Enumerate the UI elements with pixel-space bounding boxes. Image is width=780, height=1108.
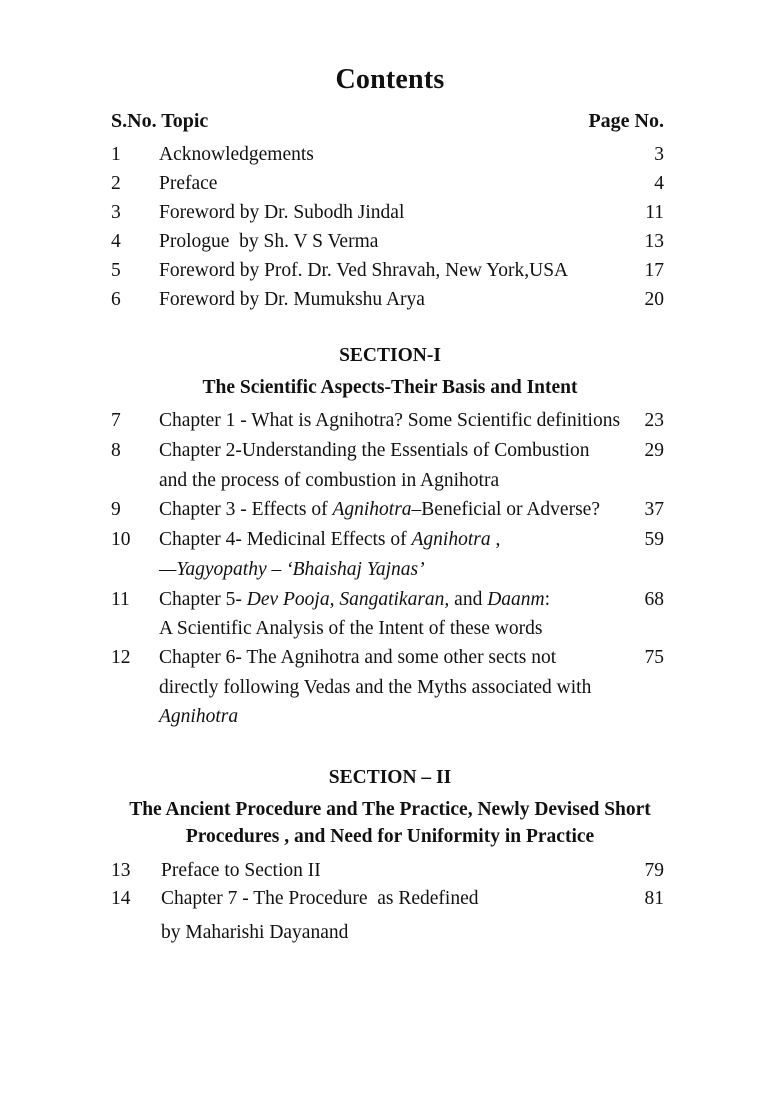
- section-subtitle: The Scientific Aspects-Their Basis and Intent: [202, 377, 578, 398]
- entry-page: 75: [644, 647, 664, 668]
- entry-page: 11: [645, 202, 664, 223]
- page-no-header: Page No.: [588, 110, 664, 132]
- entry-number: 14: [111, 888, 131, 909]
- entry-number: 6: [111, 289, 121, 310]
- entry-topic: Foreword by Dr. Mumukshu Arya: [159, 289, 425, 310]
- entry-page: 29: [644, 440, 664, 461]
- entry-page: 59: [644, 529, 664, 550]
- entry-topic: —Yagyopathy – ‘Bhaishaj Yajnas’: [159, 559, 425, 580]
- entry-topic: Preface: [159, 173, 218, 194]
- entry-number: 3: [111, 202, 121, 223]
- entry-page: 81: [644, 888, 664, 909]
- entry-number: 11: [111, 589, 130, 610]
- entry-topic: Chapter 7 - The Procedure as Redefined: [161, 888, 479, 909]
- entry-topic: Chapter 2-Understanding the Essentials of Combustion: [159, 440, 590, 461]
- entry-topic: Prologue by Sh. V S Verma: [159, 231, 379, 252]
- entry-number: 12: [111, 647, 131, 668]
- entry-topic: Chapter 6- The Agnihotra and some other sects not: [159, 647, 557, 668]
- entry-topic: A Scientific Analysis of the Intent of these words: [159, 618, 543, 639]
- entry-topic: Chapter 3 - Effects of Agnihotra–Beneficial or Adverse?: [159, 499, 600, 520]
- entry-page: 4: [654, 173, 664, 194]
- entry-page: 17: [644, 260, 664, 281]
- entry-topic: Preface to Section II: [161, 860, 321, 881]
- entry-page: 20: [644, 289, 664, 310]
- entry-topic: Chapter 5- Dev Pooja, Sangatikaran, and Daanm:: [159, 589, 551, 610]
- section-subtitle: Procedures , and Need for Uniformity in Practice: [185, 826, 595, 847]
- entry-page: 68: [644, 589, 664, 610]
- entry-topic: directly following Vedas and the Myths associated with: [159, 677, 592, 698]
- entry-number: 13: [111, 860, 131, 881]
- page-title: Contents: [335, 64, 445, 95]
- entry-number: 9: [111, 499, 121, 520]
- entry-topic: and the process of combustion in Agnihotra: [159, 470, 500, 491]
- entry-page: 23: [644, 410, 664, 431]
- entry-topic: Chapter 4- Medicinal Effects of Agnihotra ,: [159, 529, 501, 550]
- entry-number: 1: [111, 144, 121, 165]
- entry-number: 4: [111, 231, 121, 252]
- entry-number: 2: [111, 173, 121, 194]
- entry-topic: Chapter 1 - What is Agnihotra? Some Scientific definitions: [159, 410, 621, 431]
- entry-page: 79: [644, 860, 664, 881]
- entry-page: 37: [644, 499, 664, 520]
- entry-topic: by Maharishi Dayanand: [161, 922, 349, 943]
- entry-topic: Acknowledgements: [159, 144, 314, 165]
- entry-number: 5: [111, 260, 121, 281]
- entry-topic: Agnihotra: [159, 706, 239, 727]
- entry-number: 7: [111, 410, 121, 431]
- section-heading: SECTION – II: [328, 767, 452, 788]
- entry-topic: Foreword by Prof. Dr. Ved Shravah, New York,USA: [159, 260, 569, 281]
- entry-page: 3: [654, 144, 664, 165]
- entry-topic: Foreword by Dr. Subodh Jindal: [159, 202, 405, 223]
- entry-number: 10: [111, 529, 131, 550]
- sno-topic-header: S.No. Topic: [111, 110, 209, 132]
- entry-page: 13: [644, 231, 664, 252]
- section-heading: SECTION-I: [339, 345, 441, 366]
- entry-number: 8: [111, 440, 121, 461]
- section-subtitle: The Ancient Procedure and The Practice, Newly Devised Short: [129, 799, 651, 820]
